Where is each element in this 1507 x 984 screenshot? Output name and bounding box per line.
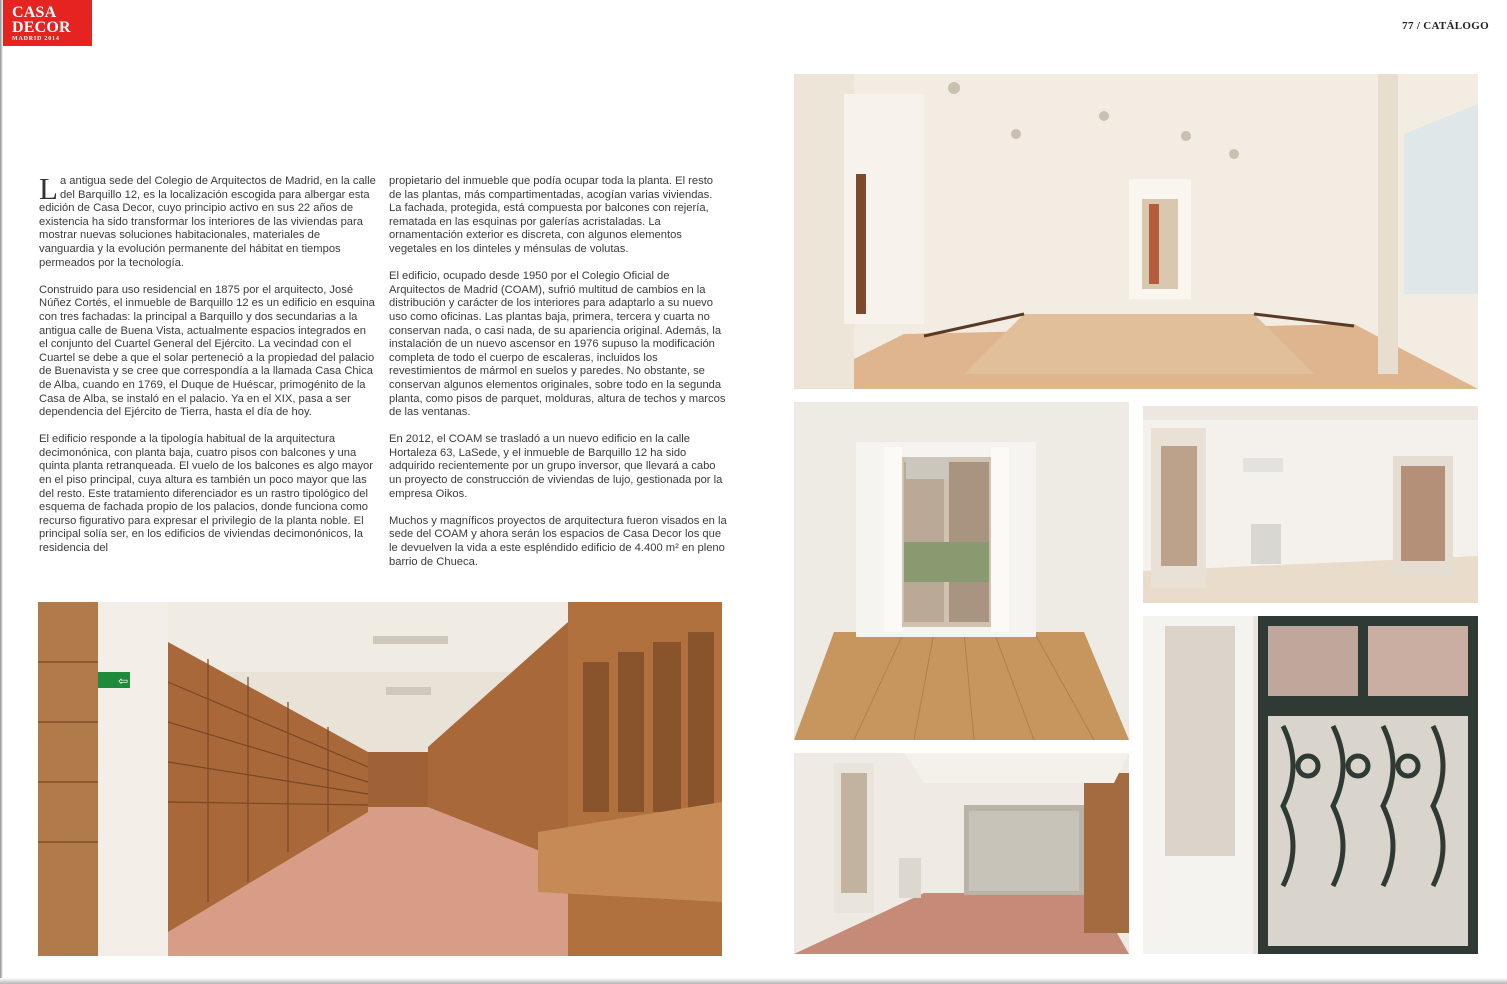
empty-room-photo <box>794 74 1478 389</box>
article-column-2 <box>389 175 727 583</box>
exit-sign-arrow: ⇦ <box>118 674 129 688</box>
logo-line-decor: DECOR <box>12 19 71 36</box>
paragraph: El edificio, ocupado desde 1950 por el Colegio Oficial de Arquitectos de Madrid (COAM), sufrió multitud de cambios en la distribución y carácter de los interiores para adaptarlo a su nuevo uso como oficinas. Las plantas baja, primera, tercera y cuarta no conservan nada, o casi nada, de su apariencia original. Además, la instalación de un nuevo ascensor en 1976 supuso la modificación completa de todo el cuerpo de escaleras, incluidos los revestimientos de mármol en suelos y paredes. No obstante, se conservan algunos elementos originales, sobre todo en la segunda planta, como pisos de parquet, molduras, altura de techos y marcos de las ventanas. <box>389 270 726 419</box>
paragraph: El edificio responde a la tipología habitual de la arquitectura decimonónica, con planta baja, cuatro pisos con balcones y una quinta planta retranqueada. El vuelo de los balcones es algo mayor en el piso principal, cuya altura es también un poco mayor que las del resto. Este tratamiento diferenciador es un rastro tipológico del esquema de fachada propio de los palacios, donde funciona como recurso figurativo para expresar el privilegio de la planta noble. El principal solía ser, en los edificios de viviendas decimonónicos, la residencia del <box>39 433 373 555</box>
article-column-1 <box>39 171 377 569</box>
paragraph: Construido para uso residencial en 1875 por el arquitecto, José Núñez Cortés, el inmueble de Barquillo 12 es un edificio en esquina con tres fachadas: la principal a Barquillo y dos secundarias a la antigua calle de Buena Vista, actualmente espacios integrados en el conjunto del Cuartel General del Ejército. La vecindad con el Cuartel se debe a que el solar perteneció a la propiedad del palacio de Buenavista y se cree que correspondía a la llamada Casa Chica de Alba, cuando en 1769, el Duque de Huéscar, primogénito de la Casa de Alba, se instaló en el palacio. Ya en el XIX, pasa a ser dependencia del Ejército de Tierra, hasta el día de hoy. <box>39 283 375 419</box>
paragraph-text: a antigua sede del Colegio de Arquitectos de Madrid, en la calle del Barquillo 12, es la localización escogida para albergar esta edición de Casa Decor, cuyo principio activo en sus 22 años de existencia ha sido transformar los interiores de las viviendas para mostrar nuevas soluciones habitacionales, materiales de vanguardia y la evolución permanente del hábitat en tiempos permeados por la tecnología. <box>39 175 376 269</box>
paragraph: Muchos y magníficos proyectos de arquitectura fueron visados en la sede del COAM y ahora serán los espacios de Casa Decor los que le devuelven la vida a este espléndido edificio de 4.400 m² en pleno barrio de Chueca. <box>389 514 727 568</box>
radiator-room-photo <box>1143 406 1478 603</box>
page-folio: 77 / CATÁLOGO <box>1402 20 1489 32</box>
map-mural-room-photo <box>794 753 1129 954</box>
page-bottom-shadow <box>0 978 1507 984</box>
drop-cap: L <box>39 171 58 206</box>
page-gutter-shadow <box>0 0 3 984</box>
balcony-grille-photo <box>1143 616 1478 954</box>
paragraph: propietario del inmueble que podía ocupar toda la planta. El resto de las plantas, más compartimentadas, acogían varias viviendas. La fachada, protegida, está compuesta por balcones con rejería, rematada en las esquinas por galerías acristaladas. La ornamentación exterior es discreta, con algunos elementos vegetales en los dinteles y ménsulas de volutas. <box>389 175 714 255</box>
paragraph: En 2012, el COAM se trasladó a un nuevo edificio en la calle Hortaleza 63, LaSede, y el inmueble de Barquillo 12 ha sido adquirido recientemente por un grupo inversor, que llevará a cabo un proyecto de construcción de viviendas de lujo, gestionada por la empresa Oikos. <box>389 433 723 500</box>
library-shelves-photo <box>38 602 722 956</box>
paragraph-intro <box>39 171 377 270</box>
balcony-window-photo <box>794 402 1129 740</box>
logo-line-edition: MADRID 2014 <box>12 36 60 42</box>
casa-decor-logo <box>3 0 92 46</box>
logo-line-casa: CASA <box>12 4 57 21</box>
